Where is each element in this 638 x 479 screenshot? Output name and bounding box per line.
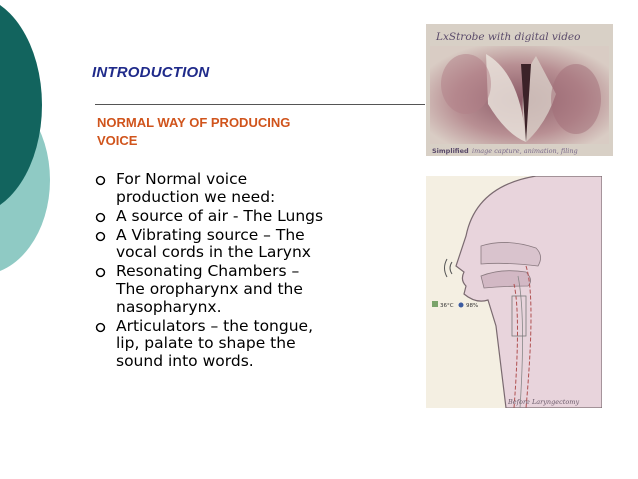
bullet-list [92, 171, 332, 372]
bullet-text: Articulators – the tongue, lip, palate to shape the sound into words. [116, 316, 313, 370]
slide-title: INTRODUCTION [92, 64, 210, 81]
bullet-item [92, 171, 332, 206]
head-neck-anatomy-image [426, 176, 602, 408]
bullet-item [92, 318, 332, 371]
hollow-circle-icon [95, 267, 106, 278]
strobe-caption-top: LxStrobe with digital video [436, 31, 581, 43]
temp-label: 36°C [440, 303, 454, 309]
hollow-circle-icon [95, 175, 106, 186]
bullet-item [92, 208, 332, 226]
decorative-circles [0, 0, 70, 479]
bullet-text: A source of air - The Lungs [116, 206, 324, 225]
title-divider [95, 104, 425, 105]
anatomy-caption: Before Laryngectomy [508, 398, 580, 406]
bullet-text: For Normal voice production we need: [116, 170, 276, 206]
humidity-label: 98% [466, 303, 479, 309]
bullet-item [92, 227, 332, 262]
bullet-item [92, 263, 332, 316]
vocal-cords-strobe-image [426, 24, 613, 156]
strobe-caption-bold: Simplified [432, 147, 469, 155]
hollow-circle-icon [95, 322, 106, 333]
bullet-text: A Vibrating source – The vocal cords in the Larynx [116, 225, 311, 262]
slide-subtitle: NORMAL WAY OF PRODUCING VOICE [97, 115, 291, 148]
strobe-caption-bottom: image capture, animation, filing [472, 147, 578, 155]
bullet-text: Resonating Chambers – The oropharynx and the nasopharynx. [116, 262, 303, 316]
hollow-circle-icon [95, 231, 106, 242]
hollow-circle-icon [95, 212, 106, 223]
